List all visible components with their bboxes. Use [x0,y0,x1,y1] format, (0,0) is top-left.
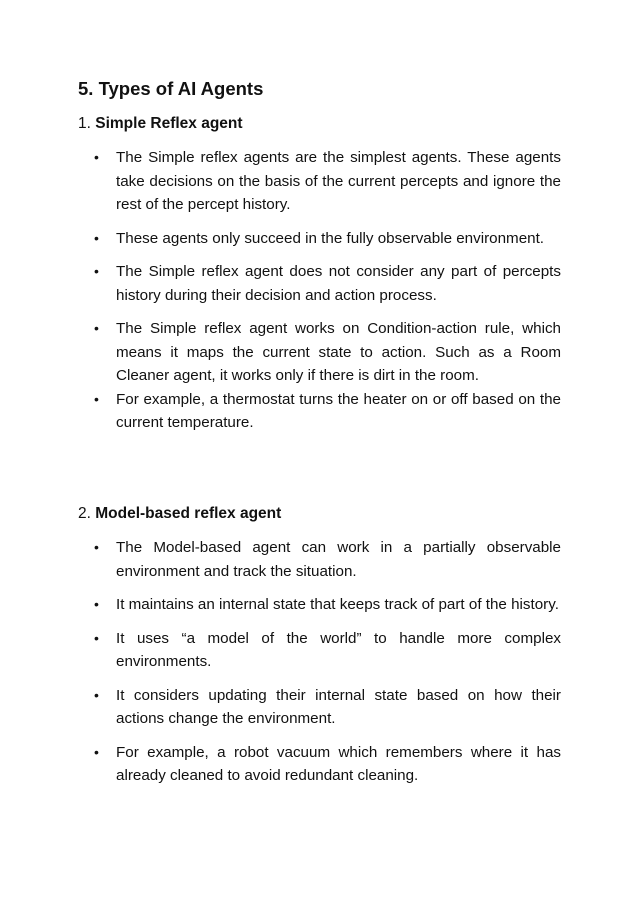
page-heading: 5. Types of AI Agents [78,78,264,99]
list-item: • It considers updating their internal state based on how their actions change the environment. [94,684,561,731]
section-number: 2. [78,505,91,522]
list-item: • It maintains an internal state that keeps track of part of the history. [94,593,561,617]
list-item: • The Simple reflex agents are the simplest agents. These agents take decisions on the basis of the current percepts and ignore the rest of the percept history. [94,146,561,217]
section-number: 1. [78,115,91,132]
section-name: Simple Reflex agent [95,115,243,132]
list-item: • For example, a robot vacuum which remembers where it has already cleaned to avoid redundant cleaning. [94,741,561,788]
bullet-list-model-based [94,536,561,798]
list-item: • The Simple reflex agent works on Condition-action rule, which means it maps the current state to action. Such as a Room Cleaner agent, it works only if there is dirt in the room. [94,317,561,388]
section-title-simple-reflex [78,115,243,133]
list-item: • These agents only succeed in the fully observable environment. [94,227,561,251]
section-title-model-based [78,505,281,523]
list-item: • It uses “a model of the world” to handle more complex environments. [94,627,561,674]
list-item: • The Simple reflex agent does not consider any part of percepts history during their decision and action process. [94,260,561,307]
section-name: Model-based reflex agent [95,505,282,522]
list-item: • The Model-based agent can work in a partially observable environment and track the situation. [94,536,561,583]
bullet-list-simple-reflex [94,146,561,435]
list-item: • For example, a thermostat turns the heater on or off based on the current temperature. [94,388,561,435]
